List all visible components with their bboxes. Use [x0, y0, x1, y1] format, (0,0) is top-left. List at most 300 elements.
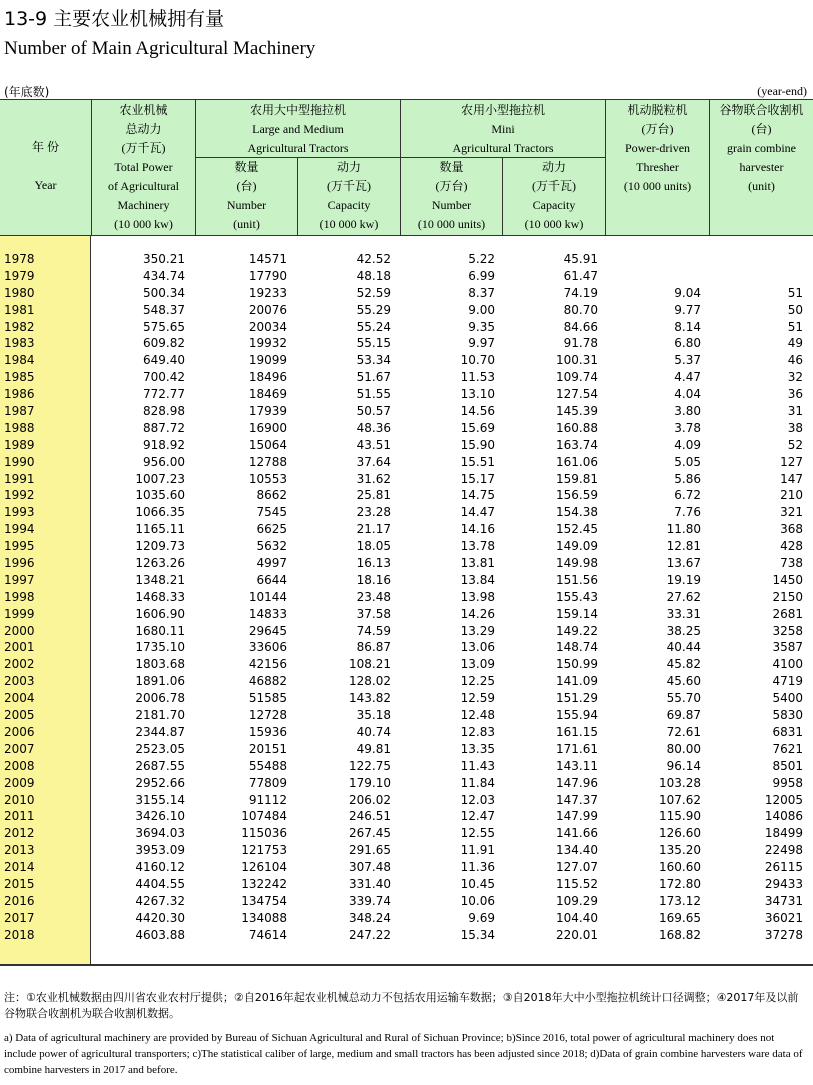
cell-year: 1992: [4, 488, 35, 503]
cell-year: 2017: [4, 910, 35, 925]
table-row: [0, 320, 813, 337]
cell-large-capacity: 25.81: [356, 488, 391, 503]
header-line: Capacity: [532, 198, 576, 212]
cell-year: 2013: [4, 843, 35, 858]
cell-year: 2014: [4, 860, 35, 875]
cell-harvester: 4100: [772, 657, 803, 672]
cell-mini-number: 13.78: [460, 539, 495, 554]
cell-large-capacity: 16.13: [356, 556, 391, 571]
cell-year: 2010: [4, 792, 35, 807]
cell-harvester: 22498: [764, 843, 803, 858]
cell-year: 1997: [4, 572, 35, 587]
cell-large-number: 33606: [248, 640, 287, 655]
header-line: (10 000 kw): [319, 217, 379, 231]
cell-year: 1990: [4, 454, 35, 469]
table-row: [0, 488, 813, 505]
cell-mini-number: 14.56: [460, 404, 495, 419]
cell-harvester: 9958: [772, 775, 803, 790]
cell-year: 2009: [4, 775, 35, 790]
cell-thresher: 12.81: [666, 539, 701, 554]
cell-mini-capacity: 104.40: [556, 910, 598, 925]
cell-thresher: 45.60: [666, 674, 701, 689]
cell-large-capacity: 267.45: [349, 826, 391, 841]
cell-large-number: 121753: [241, 843, 287, 858]
header-line: [0, 157, 91, 176]
cell-total-power: 828.98: [143, 404, 185, 419]
cell-mini-number: 14.16: [460, 522, 495, 537]
cell-large-capacity: 143.82: [349, 691, 391, 706]
table-row: [0, 843, 813, 860]
cell-total-power: 500.34: [143, 285, 185, 300]
table-row: [0, 370, 813, 387]
header-line: (10 000 kw): [114, 217, 173, 231]
table-row: [0, 860, 813, 877]
cell-harvester: 127: [780, 454, 803, 469]
cell-large-capacity: 247.22: [349, 927, 391, 942]
cell-harvester: 26115: [764, 860, 803, 875]
header-thresher: [606, 100, 710, 236]
cell-total-power: 4267.32: [135, 893, 185, 908]
cell-large-number: 6644: [256, 572, 287, 587]
cell-large-capacity: 179.10: [349, 775, 391, 790]
cell-total-power: 1735.10: [135, 640, 185, 655]
cell-thresher: 40.44: [666, 640, 701, 655]
cell-large-number: 115036: [241, 826, 287, 841]
cell-total-power: 1035.60: [135, 488, 185, 503]
cell-large-number: 18469: [248, 387, 287, 402]
cell-large-capacity: 55.15: [356, 336, 391, 351]
header-line: Mini: [491, 122, 515, 136]
cell-year: 2016: [4, 893, 35, 908]
table-row: [0, 269, 813, 286]
cell-total-power: 1263.26: [135, 556, 185, 571]
cell-mini-capacity: 156.59: [556, 488, 598, 503]
cell-mini-number: 12.03: [460, 792, 495, 807]
header-line: harvester: [739, 160, 784, 174]
cell-large-capacity: 21.17: [356, 522, 391, 537]
cell-large-number: 19099: [248, 353, 287, 368]
cell-harvester: 147: [780, 471, 803, 486]
cell-year: 2002: [4, 657, 35, 672]
header-line: (10 000 kw): [524, 217, 584, 231]
cell-large-capacity: 51.55: [356, 387, 391, 402]
cell-thresher: 126.60: [659, 826, 701, 841]
cell-total-power: 548.37: [143, 302, 185, 317]
cell-year: 2000: [4, 623, 35, 638]
table-row: [0, 539, 813, 556]
cell-thresher: 4.47: [674, 370, 701, 385]
cell-harvester: 36021: [764, 910, 803, 925]
cell-mini-capacity: 159.14: [556, 606, 598, 621]
cell-thresher: 5.05: [674, 454, 701, 469]
cell-large-number: 107484: [241, 809, 287, 824]
cell-mini-number: 14.26: [460, 606, 495, 621]
header-line: Number: [431, 198, 472, 212]
table-row: [0, 404, 813, 421]
cell-large-number: 134088: [241, 910, 287, 925]
cell-large-capacity: 37.58: [356, 606, 391, 621]
cell-large-number: 51585: [248, 691, 287, 706]
cell-total-power: 4160.12: [135, 860, 185, 875]
cell-mini-number: 13.29: [460, 623, 495, 638]
cell-mini-capacity: 109.74: [556, 370, 598, 385]
header-line: (万千瓦): [121, 141, 166, 155]
header-line: 年 份: [31, 140, 59, 154]
cell-mini-capacity: 163.74: [556, 437, 598, 452]
cell-large-capacity: 291.65: [349, 843, 391, 858]
cell-year: 1982: [4, 319, 35, 334]
cell-mini-number: 12.83: [460, 724, 495, 739]
cell-year: 1999: [4, 606, 35, 621]
cell-mini-capacity: 151.29: [556, 691, 598, 706]
cell-large-capacity: 50.57: [356, 404, 391, 419]
cell-mini-number: 9.00: [468, 302, 495, 317]
header-line: Total Power: [114, 160, 173, 174]
table-row: [0, 472, 813, 489]
header-line: 机动脱粒机: [627, 103, 688, 117]
table-row: [0, 573, 813, 590]
header-line: (万千瓦): [327, 179, 371, 193]
cell-year: 2011: [4, 809, 35, 824]
cell-large-capacity: 55.29: [356, 302, 391, 317]
cell-mini-capacity: 74.19: [563, 285, 598, 300]
cell-year: 2004: [4, 691, 35, 706]
cell-thresher: 27.62: [666, 589, 701, 604]
cell-large-number: 8662: [256, 488, 287, 503]
cell-large-capacity: 51.67: [356, 370, 391, 385]
cell-total-power: 3694.03: [135, 826, 185, 841]
cell-thresher: 8.14: [674, 319, 701, 334]
cell-mini-capacity: 155.43: [556, 589, 598, 604]
cell-harvester: 14086: [764, 809, 803, 824]
cell-mini-capacity: 152.45: [556, 522, 598, 537]
cell-mini-number: 10.70: [460, 353, 495, 368]
cell-mini-number: 11.43: [460, 758, 495, 773]
cell-harvester: 368: [780, 522, 803, 537]
cell-year: 1991: [4, 471, 35, 486]
header-line: Capacity: [327, 198, 371, 212]
cell-thresher: 115.90: [659, 809, 701, 824]
cell-total-power: 4603.88: [135, 927, 185, 942]
cell-year: 1987: [4, 404, 35, 419]
table-row: [0, 455, 813, 472]
table-row: [0, 421, 813, 438]
cell-thresher: 19.19: [666, 572, 701, 587]
cell-thresher: 11.80: [666, 522, 701, 537]
cell-large-number: 12788: [248, 454, 287, 469]
cell-large-capacity: 74.59: [356, 623, 391, 638]
cell-large-number: 77809: [248, 775, 287, 790]
cell-mini-number: 11.36: [460, 860, 495, 875]
cell-harvester: 31: [787, 404, 803, 419]
cell-total-power: 2523.05: [135, 741, 185, 756]
cell-thresher: 80.00: [666, 741, 701, 756]
header-line: Agricultural Tractors: [452, 141, 554, 155]
cell-year: 2008: [4, 758, 35, 773]
table-row: [0, 759, 813, 776]
table-row: [0, 522, 813, 539]
cell-thresher: 169.65: [659, 910, 701, 925]
cell-mini-capacity: 91.78: [563, 336, 598, 351]
cell-mini-number: 13.09: [460, 657, 495, 672]
cell-mini-capacity: 161.15: [556, 724, 598, 739]
cell-total-power: 1066.35: [135, 505, 185, 520]
cell-total-power: 1165.11: [135, 522, 185, 537]
cell-mini-number: 12.48: [460, 708, 495, 723]
table-row: [0, 286, 813, 303]
cell-mini-capacity: 149.22: [556, 623, 598, 638]
cell-total-power: 4404.55: [135, 876, 185, 891]
cell-large-capacity: 55.24: [356, 319, 391, 334]
cell-large-number: 29645: [248, 623, 287, 638]
cell-harvester: 3587: [772, 640, 803, 655]
cell-large-capacity: 18.16: [356, 572, 391, 587]
cell-large-capacity: 128.02: [349, 674, 391, 689]
cell-total-power: 3155.14: [135, 792, 185, 807]
cell-large-number: 14571: [248, 252, 287, 266]
cell-thresher: 3.80: [674, 404, 701, 419]
cell-large-number: 15936: [248, 724, 287, 739]
cell-large-capacity: 40.74: [356, 724, 391, 739]
header-line: Year: [34, 178, 57, 192]
cell-large-capacity: 23.48: [356, 589, 391, 604]
cell-harvester: 1450: [772, 572, 803, 587]
cell-harvester: 50: [787, 302, 803, 317]
cell-harvester: 38: [787, 420, 803, 435]
cell-large-number: 4997: [256, 556, 287, 571]
header-line: 农业机械: [119, 103, 168, 117]
header-harvester: [710, 100, 813, 236]
cell-large-capacity: 42.52: [356, 252, 391, 266]
table-bottom-rule: [0, 964, 813, 966]
cell-total-power: 1348.21: [135, 572, 185, 587]
cell-large-number: 19932: [248, 336, 287, 351]
cell-mini-capacity: 149.09: [556, 539, 598, 554]
cell-large-capacity: 48.18: [356, 268, 391, 283]
cell-large-number: 134754: [241, 893, 287, 908]
table-row: [0, 387, 813, 404]
page-title-cn: 13-9 主要农业机械拥有量: [4, 8, 225, 30]
cell-total-power: 1606.90: [135, 606, 185, 621]
cell-mini-capacity: 134.40: [556, 843, 598, 858]
cell-large-capacity: 307.48: [349, 860, 391, 875]
table-row: [0, 640, 813, 657]
table-row: [0, 252, 813, 269]
cell-large-number: 18496: [248, 370, 287, 385]
cell-total-power: 1468.33: [135, 589, 185, 604]
unit-note-en: (year-end): [757, 84, 807, 98]
cell-large-number: 91112: [248, 792, 287, 807]
cell-mini-capacity: 220.01: [556, 927, 598, 942]
cell-large-number: 46882: [248, 674, 287, 689]
cell-harvester: 46: [787, 353, 803, 368]
header-line: 农用大中型拖拉机: [249, 103, 346, 117]
cell-large-capacity: 331.40: [349, 876, 391, 891]
cell-large-number: 10144: [248, 589, 287, 604]
cell-mini-capacity: 159.81: [556, 471, 598, 486]
cell-large-number: 126104: [241, 860, 287, 875]
cell-total-power: 4420.30: [135, 910, 185, 925]
cell-thresher: 38.25: [666, 623, 701, 638]
header-line: of Agricultural: [108, 179, 179, 193]
cell-thresher: 3.78: [674, 420, 701, 435]
cell-mini-capacity: 161.06: [556, 454, 598, 469]
cell-large-number: 19233: [248, 285, 287, 300]
table-row: [0, 336, 813, 353]
header-line: 总动力: [125, 122, 162, 136]
table-row: [0, 776, 813, 793]
cell-total-power: 918.92: [143, 437, 185, 452]
cell-total-power: 3953.09: [135, 843, 185, 858]
header-year: [0, 100, 92, 236]
cell-total-power: 1891.06: [135, 674, 185, 689]
cell-large-number: 7545: [256, 505, 287, 520]
cell-large-capacity: 35.18: [356, 708, 391, 723]
cell-mini-number: 15.17: [460, 471, 495, 486]
cell-year: 1980: [4, 285, 35, 300]
cell-year: 2005: [4, 708, 35, 723]
cell-mini-number: 10.06: [460, 893, 495, 908]
table-row: [0, 438, 813, 455]
cell-mini-number: 15.51: [460, 454, 495, 469]
table-row: [0, 894, 813, 911]
header-mini-tractors: [401, 100, 606, 158]
footnote-en: a) Data of agricultural machinery are provided by Bureau of Sichuan Agricultural and Rural of Sichuan Province; b)Since 2016, total power of agricultural machinery does not include power of agricultural transporters; c)The statistical caliber of large, medium and small tractors has been adjusted since 2018; d)Data of grain combine harvesters ware data of combine harvesters in 2017 and before.: [4, 1032, 803, 1076]
cell-year: 2003: [4, 674, 35, 689]
cell-thresher: 172.80: [659, 876, 701, 891]
cell-harvester: 2150: [772, 589, 803, 604]
header-line: (台): [236, 179, 257, 193]
cell-large-capacity: 49.81: [356, 741, 391, 756]
header-line: (万千瓦): [532, 179, 576, 193]
header-mini-number: [401, 158, 503, 236]
table-row: [0, 607, 813, 624]
cell-thresher: 6.80: [674, 336, 701, 351]
cell-mini-capacity: 147.99: [556, 809, 598, 824]
cell-mini-capacity: 143.11: [556, 758, 598, 773]
cell-thresher: 135.20: [659, 843, 701, 858]
page-title-en: Number of Main Agricultural Machinery: [4, 38, 316, 59]
cell-harvester: 36: [787, 387, 803, 402]
cell-harvester: 37278: [764, 927, 803, 942]
cell-mini-capacity: 154.38: [556, 505, 598, 520]
cell-total-power: 1007.23: [135, 471, 185, 486]
cell-large-capacity: 43.51: [356, 437, 391, 452]
cell-large-number: 16900: [248, 420, 287, 435]
cell-mini-capacity: 61.47: [563, 268, 598, 283]
header-line: (unit): [233, 217, 260, 231]
cell-mini-number: 15.90: [460, 437, 495, 452]
cell-thresher: 72.61: [666, 724, 701, 739]
cell-thresher: 173.12: [659, 893, 701, 908]
cell-harvester: 5400: [772, 691, 803, 706]
cell-large-number: 20076: [248, 302, 287, 317]
header-line: Number: [226, 198, 267, 212]
cell-mini-capacity: 150.99: [556, 657, 598, 672]
cell-mini-number: 12.47: [460, 809, 495, 824]
cell-harvester: 321: [780, 505, 803, 520]
cell-thresher: 103.28: [659, 775, 701, 790]
cell-year: 2015: [4, 876, 35, 891]
cell-year: 1988: [4, 420, 35, 435]
cell-thresher: 7.76: [674, 505, 701, 520]
cell-mini-number: 11.84: [460, 775, 495, 790]
cell-year: 1995: [4, 539, 35, 554]
cell-mini-number: 11.53: [460, 370, 495, 385]
cell-year: 2007: [4, 741, 35, 756]
table-body: [0, 252, 813, 945]
cell-large-capacity: 86.87: [356, 640, 391, 655]
cell-large-number: 132242: [241, 876, 287, 891]
cell-thresher: 4.09: [674, 437, 701, 452]
table-row: [0, 793, 813, 810]
cell-year: 1978: [4, 252, 35, 266]
cell-year: 1996: [4, 556, 35, 571]
cell-harvester: 3258: [772, 623, 803, 638]
cell-total-power: 434.74: [143, 268, 185, 283]
cell-year: 1989: [4, 437, 35, 452]
cell-mini-number: 8.37: [468, 285, 495, 300]
table-row: [0, 691, 813, 708]
header-line: (万台): [641, 122, 674, 136]
cell-large-number: 17790: [248, 268, 287, 283]
cell-thresher: 5.86: [674, 471, 701, 486]
cell-large-capacity: 37.64: [356, 454, 391, 469]
header-mini-capacity: [503, 158, 606, 236]
cell-large-capacity: 52.59: [356, 285, 391, 300]
cell-large-number: 10553: [248, 471, 287, 486]
cell-total-power: 350.21: [143, 252, 185, 266]
cell-thresher: 45.82: [666, 657, 701, 672]
cell-mini-number: 5.22: [468, 252, 495, 266]
table-row: [0, 624, 813, 641]
cell-harvester: 32: [787, 370, 803, 385]
cell-total-power: 609.82: [143, 336, 185, 351]
cell-thresher: 6.72: [674, 488, 701, 503]
table-row: [0, 505, 813, 522]
cell-year: 1984: [4, 353, 35, 368]
cell-year: 1998: [4, 589, 35, 604]
cell-mini-number: 15.69: [460, 420, 495, 435]
table-row: [0, 725, 813, 742]
cell-large-number: 15064: [248, 437, 287, 452]
header-total-power: [92, 100, 196, 236]
header-line: Thresher: [636, 160, 679, 174]
cell-mini-capacity: 109.29: [556, 893, 598, 908]
cell-total-power: 1680.11: [135, 623, 185, 638]
cell-mini-capacity: 45.91: [563, 252, 598, 266]
cell-thresher: 160.60: [659, 860, 701, 875]
cell-harvester: 8501: [772, 758, 803, 773]
footnote-cn: 注：①农业机械数据由四川省农业农村厅提供；②自2016年起农业机械总动力不包括农用运输车数据；③自2018年大中小型拖拉机统计口径调整；④2017年及以前谷物联合收割机为联合收割机数据。: [4, 991, 799, 1020]
cell-mini-capacity: 147.37: [556, 792, 598, 807]
cell-large-number: 14833: [248, 606, 287, 621]
header-line: 农用小型拖拉机: [460, 103, 545, 117]
header-line: (unit): [748, 179, 775, 193]
table-header: [0, 100, 813, 236]
cell-mini-number: 6.99: [468, 268, 495, 283]
cell-mini-number: 13.81: [460, 556, 495, 571]
cell-mini-capacity: 127.54: [556, 387, 598, 402]
cell-mini-number: 14.47: [460, 505, 495, 520]
header-line: Power-driven: [624, 141, 691, 155]
cell-large-number: 74614: [248, 927, 287, 942]
cell-mini-number: 13.06: [460, 640, 495, 655]
cell-mini-number: 14.75: [460, 488, 495, 503]
cell-harvester: 5830: [772, 708, 803, 723]
cell-harvester: 51: [787, 285, 803, 300]
cell-thresher: 9.77: [674, 302, 701, 317]
